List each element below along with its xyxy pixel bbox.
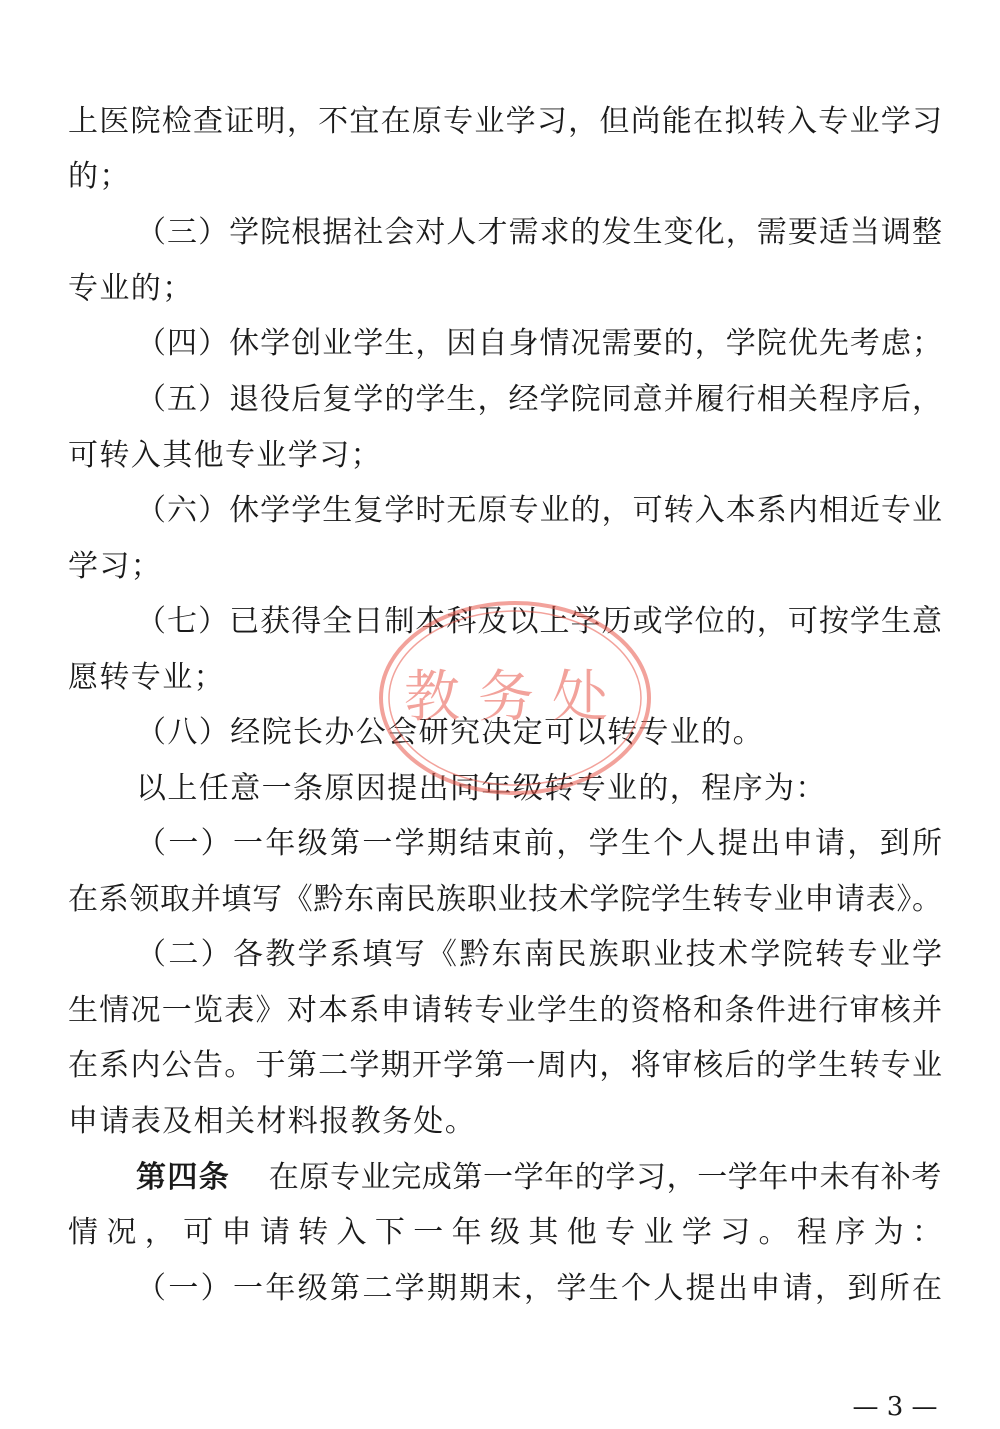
article-text: 在原专业完成第一学年的学习，一学年中未有补考: [268, 1160, 942, 1195]
page-number: — 3 —: [852, 1392, 938, 1422]
text-line: 可转入其他专业学习；: [68, 438, 382, 473]
text-line: 的；: [68, 159, 131, 194]
text-line: （一）一年级第二学期期末，学生个人提出申请，到所在: [136, 1271, 942, 1306]
article-4-line: [136, 1158, 942, 1198]
text-line: （一）一年级第一学期结束前，学生个人提出申请，到所: [136, 826, 942, 861]
text-line: 上医院检查证明，不宜在原专业学习，但尚能在拟转入专业学习: [68, 104, 942, 139]
text-line: 以上任意一条原因提出同年级转专业的，程序为：: [136, 771, 827, 806]
text-line: 愿转专业；: [68, 660, 225, 695]
text-line: 申请表及相关材料报教务处。: [68, 1104, 477, 1139]
article-heading: 第四条: [136, 1160, 231, 1195]
text-line: （五）退役后复学的学生，经学院同意并履行相关程序后，: [136, 382, 942, 417]
text-line: （七）已获得全日制本科及以上学历或学位的，可按学生意: [136, 604, 942, 639]
text-line: 生情况一览表》对本系申请转专业学生的资格和条件进行审核并: [68, 993, 942, 1028]
stamp-text: 教务处: [404, 665, 626, 730]
text-line: （三）学院根据社会对人才需求的发生变化，需要适当调整: [136, 215, 942, 250]
text-line: 在系内公告。于第二学期开学第一周内，将审核后的学生转专业: [68, 1048, 942, 1083]
text-line: （八）经院长办公会研究决定可以转专业的。: [136, 715, 764, 750]
text-line: （四）休学创业学生，因自身情况需要的，学院优先考虑；: [136, 326, 942, 361]
office-seal-stamp: [375, 598, 655, 798]
text-line: （二）各教学系填写《黔东南民族职业技术学院转专业学: [136, 937, 942, 972]
text-line: （六）休学学生复学时无原专业的，可转入本系内相近专业: [136, 493, 942, 528]
text-line: 在系领取并填写《黔东南民族职业技术学院学生转专业申请表》。: [68, 882, 942, 917]
text-line: 情况，可申请转入下一年级其他专业学习。程序为：: [68, 1215, 942, 1250]
text-line: 学习；: [68, 549, 163, 584]
text-line: 专业的；: [68, 271, 194, 306]
